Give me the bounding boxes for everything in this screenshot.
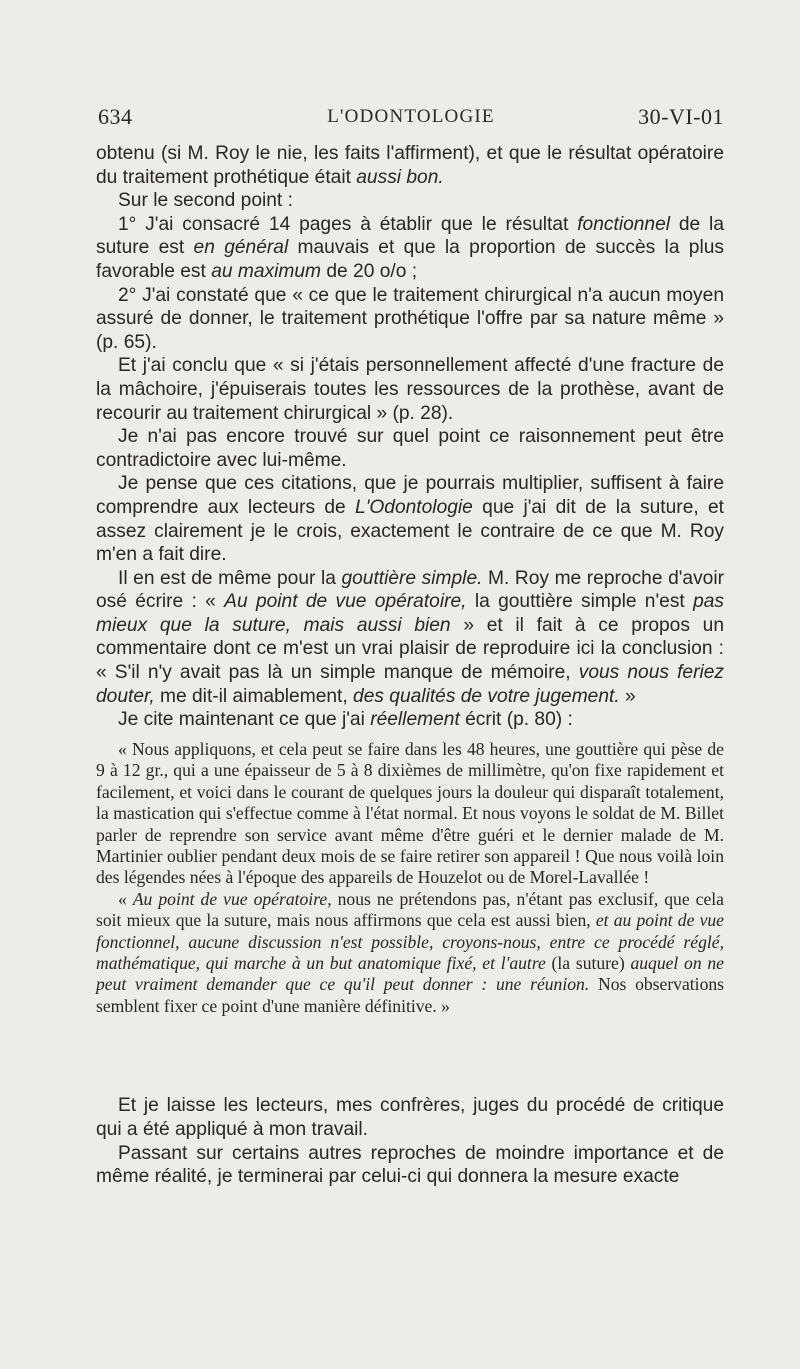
block-quote	[96, 739, 724, 1017]
journal-title: L'ODONTOLOGIE	[327, 106, 495, 127]
paragraph: Passant sur certains autres reproches de moindre importance et de même réalité, je terminerai par celui-ci qui donnera la mesure exacte	[96, 1142, 724, 1188]
paragraph: Et j'ai conclu que « si j'étais personnellement affecté d'une fracture de la mâchoire, j'épuiserais toutes les ressources de la prothèse, avant de recourir au traitement chirurgical » (p. 28).	[96, 355, 724, 424]
main-text	[96, 142, 724, 732]
issue-date: 30-VI-01	[638, 104, 724, 129]
quote-paragraph: « Au point de vue opératoire, nous ne prétendons pas, n'étant pas exclusif, que cela soit mieux que la suture, mais nous affirmons que cela est aussi bien, et au point de vue fonctionnel, aucune discussion n'est possible, croyons-nous, entre ce procédé réglé, mathématique, qui marche à un but anatomique fixé, et l'autre (la suture) auquel on ne peut vraiment demander que ce qu'il peut donner : une réunion. Nos observations semblent fixer ce point d'une manière définitive. »	[96, 888, 725, 1016]
paragraph: Je n'ai pas encore trouvé sur quel point ce raisonnement peut être contradictoire avec lui-même.	[96, 426, 724, 471]
paragraph: Il en est de même pour la gouttière simple. M. Roy me reproche d'avoir osé écrire : « Au point de vue opératoire, la gouttière simple n'est pas mieux que la suture, mais aussi bien » et il fait à ce propos un commentaire dont ce m'est un vrai plaisir de reproduire ici la conclusion : « S'il n'y avait pas là un simple manque de mémoire, vous nous feriez douter, me dit-il aimablement, des qualités de votre jugement. »	[96, 567, 725, 707]
paragraph: 1° J'ai consacré 14 pages à établir que le résultat fonctionnel de la suture est en général mauvais et que la proportion de succès la plus favorable est au maximum de 20 o/o ;	[96, 213, 724, 282]
page-number: 634	[98, 104, 133, 129]
closing-text	[96, 1094, 724, 1189]
paragraph: Je cite maintenant ce que j'ai réellement écrit (p. 80) :	[118, 709, 573, 731]
paragraph: Et je laisse les lecteurs, mes confrères, juges du procédé de critique qui a été appliqué à mon travail.	[96, 1095, 724, 1140]
paragraph: 2° J'ai constaté que « ce que le traitement chirurgical n'a aucun moyen assuré de donner, le traitement prothétique l'offre par sa nature même » (p. 65).	[96, 284, 724, 353]
paragraph: Je pense que ces citations, que je pourrais multiplier, suffisent à faire comprendre aux lecteurs de L'Odontologie que j'ai dit de la suture, et assez clairement je le crois, exactement le contraire de ce que M. Roy m'en a fait dire.	[96, 473, 724, 566]
running-header	[98, 104, 724, 138]
quote-paragraph: « Nous appliquons, et cela peut se faire dans les 48 heures, une gouttière qui pèse de 9 à 12 gr., qui a une épaisseur de 5 à 8 dixièmes de millimètre, qu'on fixe rapidement et facilement, et voici dans le courant de quelques jours la douleur qui disparaît totalement, la mastication qui s'effectue comme à l'état normal. Et nous voyons le soldat de M. Billet parler de reprendre son service avant même d'être guéri et le dernier malade de M. Martinier oublier pendant deux mois de se faire retirer son appareil ! Que nous voilà loin des légendes nées à l'époque des appareils de Houzelot ou de Morel-Lavallée !	[96, 739, 724, 888]
paragraph: obtenu (si M. Roy le nie, les faits l'affirment), et que le résultat opératoire du traitement prothétique était aussi bon.	[96, 143, 724, 188]
paragraph: Sur le second point :	[118, 190, 293, 212]
